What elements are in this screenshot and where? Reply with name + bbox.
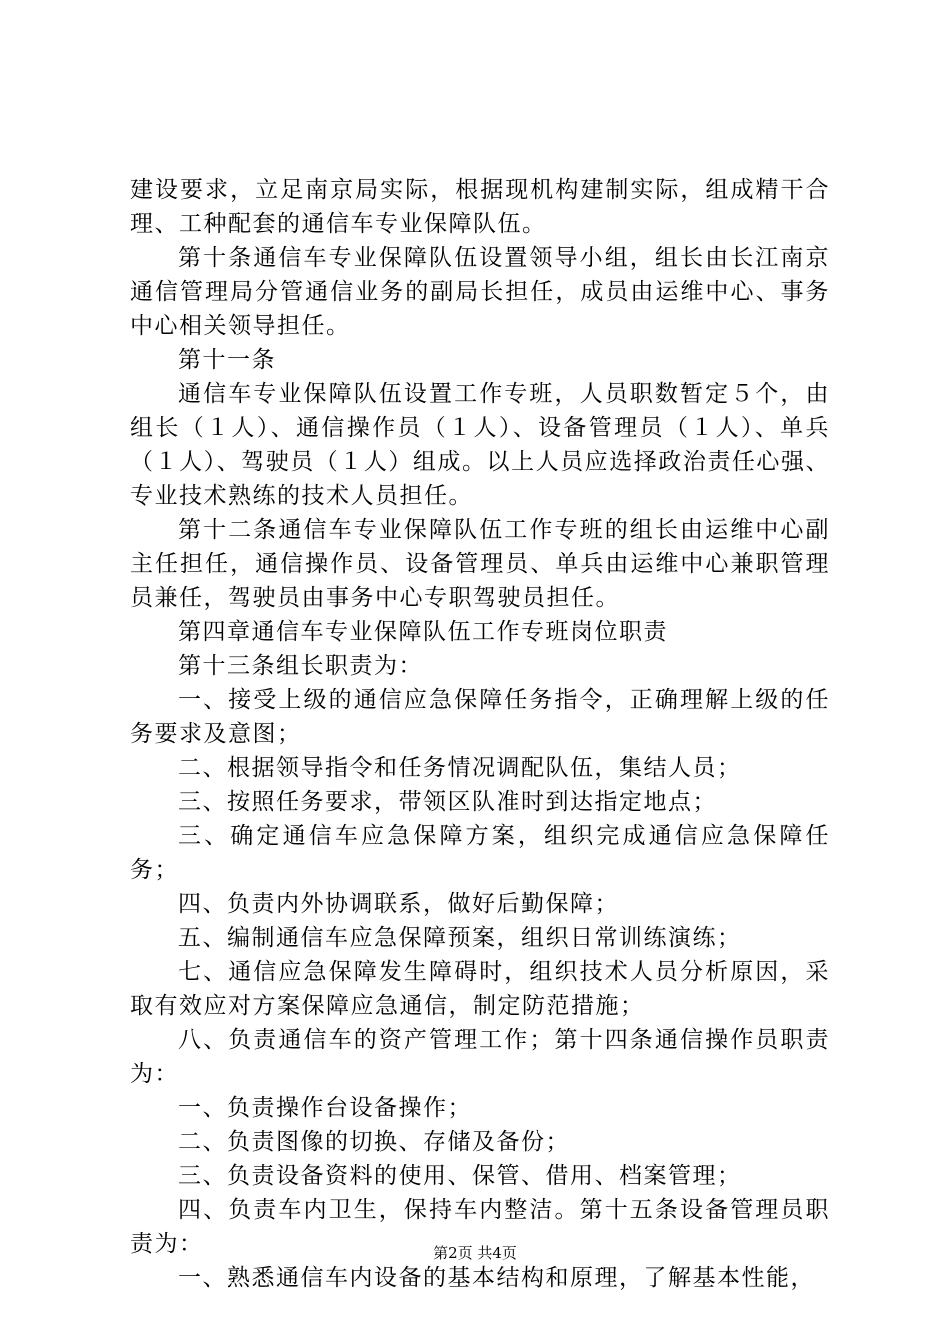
paragraph-14: 七、通信应急保障发生障碍时，组织技术人员分析原因，采取有效应对方案保障应急通信，制定防范措施； (130, 959, 830, 1019)
paragraph-15: 八、负责通信车的资产管理工作；第十四条通信操作员职责为： (130, 1027, 830, 1087)
paragraph-18: 三、负责设备资料的使用、保管、借用、档案管理； (178, 1163, 742, 1189)
paragraph-5: 第十二条通信车专业保障队伍工作专班的组长由运维中心副主任担任，通信操作员、设备管理员、单兵由运维中心兼职管理员兼任，驾驶员由事务中心专职驾驶员担任。 (130, 517, 830, 611)
paragraph-4: 通信车专业保障队伍设置工作专班，人员职数暂定５个，由组长（１人）、通信操作员（１人）、设备管理员（１人）、单兵（１人）、驾驶员（１人）组成。以上人员应选择政治责任心强、专业技术熟练的技术人员担任。 (130, 381, 830, 509)
paragraph-7: 第十三条组长职责为： (178, 653, 423, 679)
paragraph-10: 三、按照任务要求，带领区队准时到达指定地点； (178, 789, 717, 815)
chapter-heading: 第四章通信车专业保障队伍工作专班岗位职责 (178, 619, 668, 645)
paragraph-3: 第十一条 (178, 347, 276, 373)
paragraph-8: 一、接受上级的通信应急保障任务指令，正确理解上级的任务要求及意图； (130, 687, 830, 747)
paragraph-9: 二、根据领导指令和任务情况调配队伍，集结人员； (178, 755, 742, 781)
document-body (130, 173, 830, 1295)
paragraph-11: 三、确定通信车应急保障方案，组织完成通信应急保障任务； (130, 823, 830, 883)
paragraph-17: 二、负责图像的切换、存储及备份； (178, 1129, 570, 1155)
paragraph-2: 第十条通信车专业保障队伍设置领导小组，组长由长江南京通信管理局分管通信业务的副局长担任，成员由运维中心、事务中心相关领导担任。 (130, 245, 830, 339)
paragraph-16: 一、负责操作台设备操作； (178, 1095, 472, 1121)
paragraph-1: 建设要求，立足南京局实际，根据现机构建制实际，组成精干合理、工种配套的通信车专业保障队伍。 (130, 177, 830, 237)
paragraph-20: 一、熟悉通信车内设备的基本结构和原理，了解基本性能， (178, 1265, 815, 1291)
paragraph-19: 四、负责车内卫生，保持车内整洁。第十五条设备管理员职责为： (130, 1197, 830, 1257)
paragraph-13: 五、编制通信车应急保障预案，组织日常训练演练； (178, 925, 742, 951)
page-number-footer: 第2页 共4页 (433, 1244, 517, 1262)
paragraph-12: 四、负责内外协调联系，做好后勤保障； (178, 891, 619, 917)
